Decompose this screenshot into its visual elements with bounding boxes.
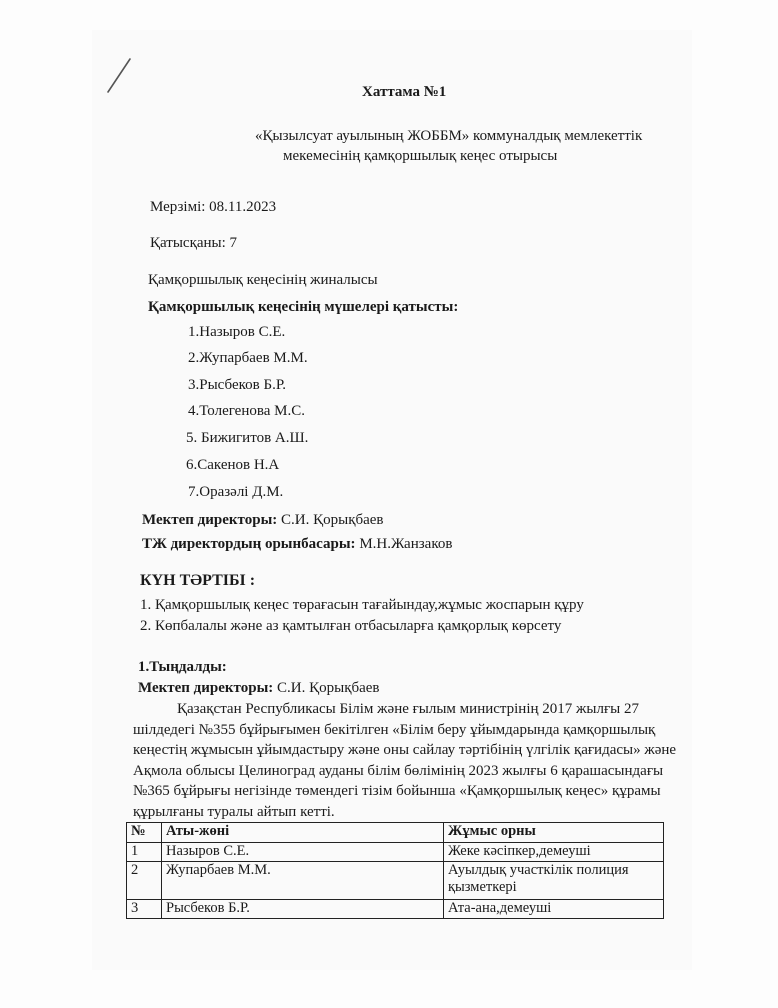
deputy-line bbox=[142, 535, 452, 553]
members-table bbox=[126, 822, 664, 919]
table-cell: Рысбеков Б.Р. bbox=[162, 900, 444, 919]
director-line bbox=[142, 511, 384, 529]
table-row bbox=[127, 900, 664, 919]
document-title: Хаттама №1 bbox=[362, 84, 447, 100]
table-cell: 1 bbox=[127, 843, 162, 862]
table-cell: Ата-ана,демеуші bbox=[444, 900, 664, 919]
table-cell: Ауылдық участкілік полиция қызметкері bbox=[444, 862, 664, 900]
speaker-name: С.И. Қорықбаев bbox=[273, 680, 380, 696]
director-label: Мектеп директоры: bbox=[142, 512, 278, 528]
table-cell: Жеке кәсіпкер,демеуші bbox=[444, 843, 664, 862]
member-item: 2.Жупарбаев М.М. bbox=[188, 350, 308, 366]
paragraph-line: Ақмола облысы Целиноград ауданы білім бөлімінің 2023 жылғы 6 қарашасындағы bbox=[133, 762, 664, 779]
table-header-cell: Жұмыс орны bbox=[444, 823, 664, 843]
member-item: 1.Назыров С.Е. bbox=[188, 324, 286, 340]
table-cell: 2 bbox=[127, 862, 162, 900]
section-heard-heading: 1.Тыңдалды: bbox=[138, 659, 227, 675]
attendance-count: Қатысқаны: 7 bbox=[150, 235, 238, 251]
agenda-item: 2. Көпбалалы және аз қамтылған отбасыларға қамқорлық көрсету bbox=[140, 618, 562, 634]
deputy-name: М.Н.Жанзаков bbox=[355, 536, 453, 552]
director-name: С.И. Қорықбаев bbox=[277, 512, 384, 528]
agenda-item: 1. Қамқоршылық кеңес төрағасын тағайындау,жұмыс жоспарын құру bbox=[140, 597, 584, 613]
document-subtitle-line1: «Қызылсуат ауылының ЖОББМ» коммуналдық мемлекеттік bbox=[255, 128, 643, 144]
table-cell: Жупарбаев М.М. bbox=[162, 862, 444, 900]
member-item: 4.Толегенова М.С. bbox=[188, 403, 306, 419]
table-row bbox=[127, 843, 664, 862]
members-heading: Қамқоршылық кеңесінің мүшелері қатысты: bbox=[148, 299, 459, 315]
meeting-date: Мерзімі: 08.11.2023 bbox=[150, 199, 277, 215]
table-header-cell: № bbox=[127, 823, 162, 843]
agenda-heading: КҮН ТӘРТІБІ : bbox=[140, 572, 256, 589]
pen-stroke-mark bbox=[104, 56, 134, 96]
table-header-row bbox=[127, 823, 664, 843]
table-cell: Назыров С.Е. bbox=[162, 843, 444, 862]
table-row bbox=[127, 862, 664, 900]
speaker-line bbox=[138, 679, 380, 697]
paragraph-line: Қазақстан Республикасы Білім және ғылым министрінің 2017 жылғы 27 bbox=[177, 701, 639, 717]
table-cell: 3 bbox=[127, 900, 162, 919]
speech-paragraph bbox=[133, 699, 677, 822]
member-item: 7.Оразәлі Д.М. bbox=[188, 484, 284, 500]
speaker-label: Мектеп директоры: bbox=[138, 680, 274, 696]
deputy-label: ТЖ директордың орынбасары: bbox=[142, 536, 356, 552]
member-item: 5. Бижигитов А.Ш. bbox=[186, 430, 309, 446]
member-item: 6.Сакенов Н.А bbox=[186, 457, 280, 473]
document-subtitle-line2: мекемесінің қамқоршылық кеңес отырысы bbox=[283, 148, 558, 164]
meeting-type: Қамқоршылық кеңесінің жиналысы bbox=[148, 272, 378, 288]
paragraph-line: шілдедегі №355 бұйрығымен бекітілген «Білім беру ұйымдарында қамқоршылық bbox=[133, 721, 656, 738]
paragraph-line: құрылғаны туралы айтып кетті. bbox=[133, 803, 335, 820]
paragraph-line: кеңестің жұмысын ұйымдастыру және оны сайлау тәртібінің үлгілік қағидасы» және bbox=[133, 742, 677, 758]
paragraph-line: №365 бұйрығы негізінде төмендегі тізім бойынша «Қамқоршылық кеңес» құрамы bbox=[133, 783, 661, 799]
member-item: 3.Рысбеков Б.Р. bbox=[188, 377, 287, 393]
table-header-cell: Аты-жөні bbox=[162, 823, 444, 843]
